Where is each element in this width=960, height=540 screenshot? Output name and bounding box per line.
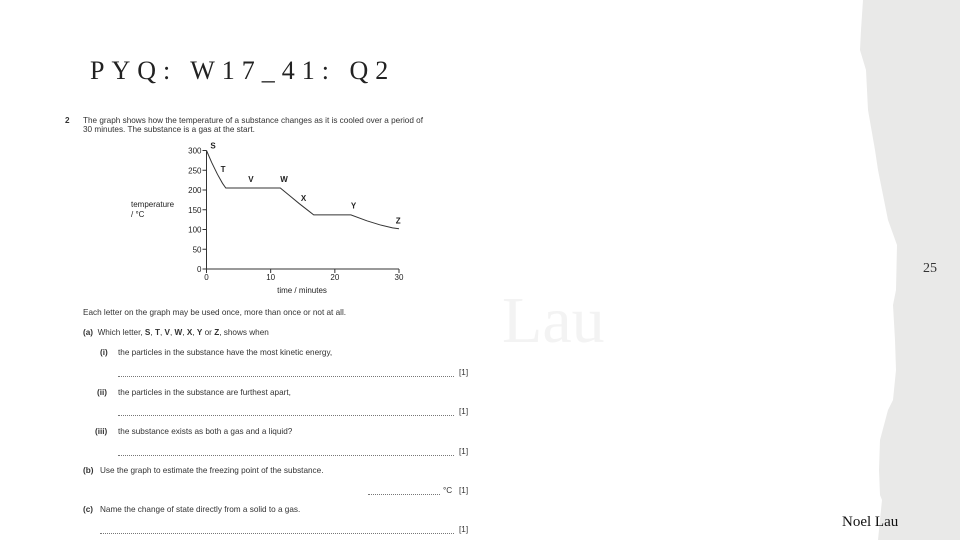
part-a-ii-label: (ii) (97, 388, 108, 397)
letter-w: W (174, 328, 183, 337)
x-axis-label: time / minutes (277, 286, 327, 295)
part-a-text-end: , shows when (219, 328, 269, 337)
letter-z: Z (214, 328, 220, 337)
point-label-t: T (220, 165, 226, 175)
point-label-s: S (210, 141, 216, 151)
letter-y: Y (196, 328, 203, 337)
x-tick-label: 10 (266, 273, 276, 282)
watermark: Lau (502, 284, 605, 357)
part-c-label: (c) (83, 505, 94, 514)
point-label-w: W (280, 175, 288, 185)
unit-celsius: °C (443, 486, 453, 495)
page-number: 25 (923, 261, 937, 276)
y-tick-label: 300 (188, 146, 202, 156)
marks-a-iii: [1] (459, 447, 469, 456)
marks-c: [1] (459, 525, 469, 534)
part-a-iii-text: the substance exists as both a gas and a liquid? (118, 427, 293, 436)
y-tick-label: 250 (188, 166, 202, 176)
y-tick-label: 0 (197, 265, 202, 274)
marks-b: [1] (459, 486, 469, 495)
letter-t: T (154, 328, 160, 337)
marks-a-ii: [1] (459, 407, 469, 416)
instruction-note: Each letter on the graph may be used once, more than once or not at all. (83, 308, 347, 317)
cooling-curve-chart (0, 0, 480, 300)
y-tick-label: 100 (188, 225, 202, 235)
part-b-label: (b) (83, 466, 94, 475)
y-axis-label-line2: / °C (131, 210, 145, 219)
slide-title: PYQ: W17_41: Q2 (90, 56, 396, 85)
point-label-y: Y (350, 201, 357, 211)
answer-line-a-ii[interactable] (118, 415, 454, 416)
question-intro-line1: The graph shows how the temperature of a substance changes as it is cooled over a period of (83, 116, 423, 125)
part-a-i-label: (i) (100, 348, 108, 357)
letter-v: V (164, 328, 170, 337)
part-a-i-text: the particles in the substance have the most kinetic energy, (118, 348, 333, 357)
answer-line-a-i[interactable] (118, 376, 454, 377)
cooling-curve-line (207, 151, 400, 229)
answer-line-a-iii[interactable] (118, 455, 454, 456)
point-label-x: X (300, 194, 307, 204)
y-tick-label: 200 (188, 186, 202, 195)
x-tick-label: 20 (330, 273, 340, 282)
answer-line-b[interactable] (368, 494, 440, 495)
author-name: Noel Lau (842, 514, 899, 530)
y-axis-label-line1: temperature (131, 200, 175, 209)
question-number: 2 (65, 116, 70, 125)
part-b-text: Use the graph to estimate the freezing point of the substance. (100, 466, 324, 475)
part-a-iii-label: (iii) (95, 427, 108, 436)
x-tick-label: 30 (394, 273, 404, 282)
point-label-z: Z (395, 216, 401, 226)
part-a-label: (a) (83, 328, 94, 337)
question-intro-line2: 30 minutes. The substance is a gas at the start. (83, 125, 255, 134)
marks-a-i: [1] (459, 368, 469, 377)
part-a: (a) Which letter, S, T, V, W, X, Y or Z, shows when (83, 328, 269, 337)
answer-line-c[interactable] (100, 533, 454, 534)
point-label-v: V (248, 175, 254, 185)
x-tick-label: 0 (204, 273, 209, 282)
part-a-ii-text: the particles in the substance are furthest apart, (118, 388, 291, 397)
letter-s: S (144, 328, 151, 337)
letter-x: X (186, 328, 193, 337)
y-tick-label: 50 (192, 245, 202, 255)
part-c-text: Name the change of state directly from a solid to a gas. (100, 505, 301, 514)
part-a-text: Which letter, (97, 328, 145, 337)
y-tick-label: 150 (188, 205, 202, 215)
